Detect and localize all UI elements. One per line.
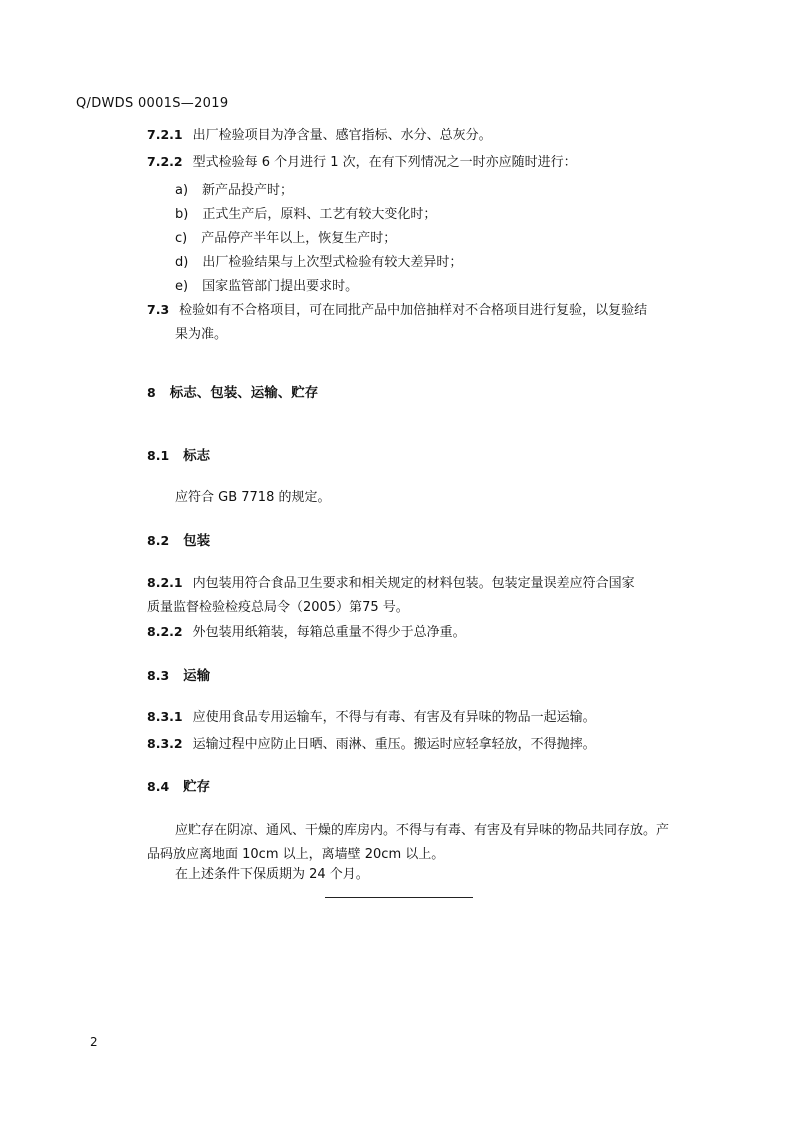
list-marker: c)	[175, 231, 188, 246]
list-marker: a)	[175, 183, 189, 198]
section-number: 8.2	[147, 533, 170, 548]
section-title: 标志、包装、运输、贮存	[169, 385, 319, 401]
clause-number: 8.3.1	[147, 709, 183, 724]
list-item-a	[175, 179, 293, 198]
section-8-4-heading	[147, 775, 210, 795]
page-number: 2	[90, 1035, 98, 1049]
clause-number: 8.2.1	[147, 575, 183, 590]
section-number: 8.1	[147, 448, 170, 463]
clause-number: 7.2.2	[147, 154, 183, 169]
section-number: 8.4	[147, 779, 170, 794]
clause-8-3-2	[147, 733, 596, 752]
clause-text: 检验如有不合格项目，可在同批产品中加倍抽样对不合格项目进行复验，以复验结	[179, 303, 648, 318]
list-item-d	[175, 251, 462, 270]
section-8-heading	[147, 381, 318, 401]
section-8-3-heading	[147, 664, 210, 684]
clause-number: 7.3	[147, 302, 170, 317]
list-item-c	[175, 227, 396, 246]
clause-7-3-continued: 果为准。	[175, 327, 228, 342]
section-8-4-paragraph-1-continued: 品码放应离地面 10cm 以上，离墙壁 20cm 以上。	[147, 847, 445, 862]
section-title: 运输	[183, 668, 211, 684]
section-title: 标志	[183, 448, 211, 464]
section-8-4-paragraph-2: 在上述条件下保质期为 24 个月。	[175, 867, 369, 882]
clause-8-3-1	[147, 706, 596, 725]
clause-text: 型式检验每 6 个月进行 1 次，在有下列情况之一时亦应随时进行：	[192, 155, 577, 170]
section-8-4-paragraph-1: 应贮存在阴凉、通风、干燥的库房内。不得与有毒、有害及有异味的物品共同存放。产	[175, 823, 670, 838]
clause-number: 7.2.1	[147, 127, 183, 142]
clause-7-2-2	[147, 151, 577, 170]
clause-text: 内包装用符合食品卫生要求和相关规定的材料包装。包装定量误差应符合国家	[192, 576, 635, 591]
list-marker: b)	[175, 207, 189, 222]
section-8-2-heading	[147, 529, 210, 549]
list-item-e	[175, 275, 358, 294]
clause-text: 外包装用纸箱装，每箱总重量不得少于总净重。	[192, 625, 466, 640]
section-title: 贮存	[183, 779, 211, 795]
end-rule-divider	[325, 897, 473, 898]
section-title: 包装	[183, 533, 211, 549]
clause-8-2-1-continued: 质量监督检验检疫总局令（2005）第75 号。	[147, 600, 409, 615]
clause-8-2-2	[147, 621, 466, 640]
list-text: 国家监管部门提出要求时。	[202, 279, 359, 294]
clause-text: 出厂检验项目为净含量、感官指标、水分、总灰分。	[192, 128, 492, 143]
section-number: 8.3	[147, 668, 170, 683]
clause-7-3	[147, 299, 647, 318]
document-code: Q/DWDS 0001S—2019	[76, 96, 229, 111]
list-text: 新产品投产时；	[202, 183, 294, 198]
clause-7-2-1	[147, 124, 492, 143]
clause-number: 8.2.2	[147, 624, 183, 639]
section-number: 8	[147, 385, 156, 400]
clause-text: 应使用食品专用运输车，不得与有毒、有害及有异味的物品一起运输。	[192, 710, 596, 725]
list-marker: e)	[175, 279, 189, 294]
section-8-1-heading	[147, 444, 210, 464]
clause-number: 8.3.2	[147, 736, 183, 751]
section-8-1-text: 应符合 GB 7718 的规定。	[175, 490, 331, 505]
list-item-b	[175, 203, 436, 222]
list-text: 正式生产后，原料、工艺有较大变化时；	[202, 207, 437, 222]
list-text: 产品停产半年以上，恢复生产时；	[201, 231, 397, 246]
clause-text: 运输过程中应防止日晒、雨淋、重压。搬运时应轻拿轻放，不得抛摔。	[192, 737, 596, 752]
list-marker: d)	[175, 255, 189, 270]
list-text: 出厂检验结果与上次型式检验有较大差异时；	[202, 255, 463, 270]
clause-8-2-1	[147, 572, 635, 591]
